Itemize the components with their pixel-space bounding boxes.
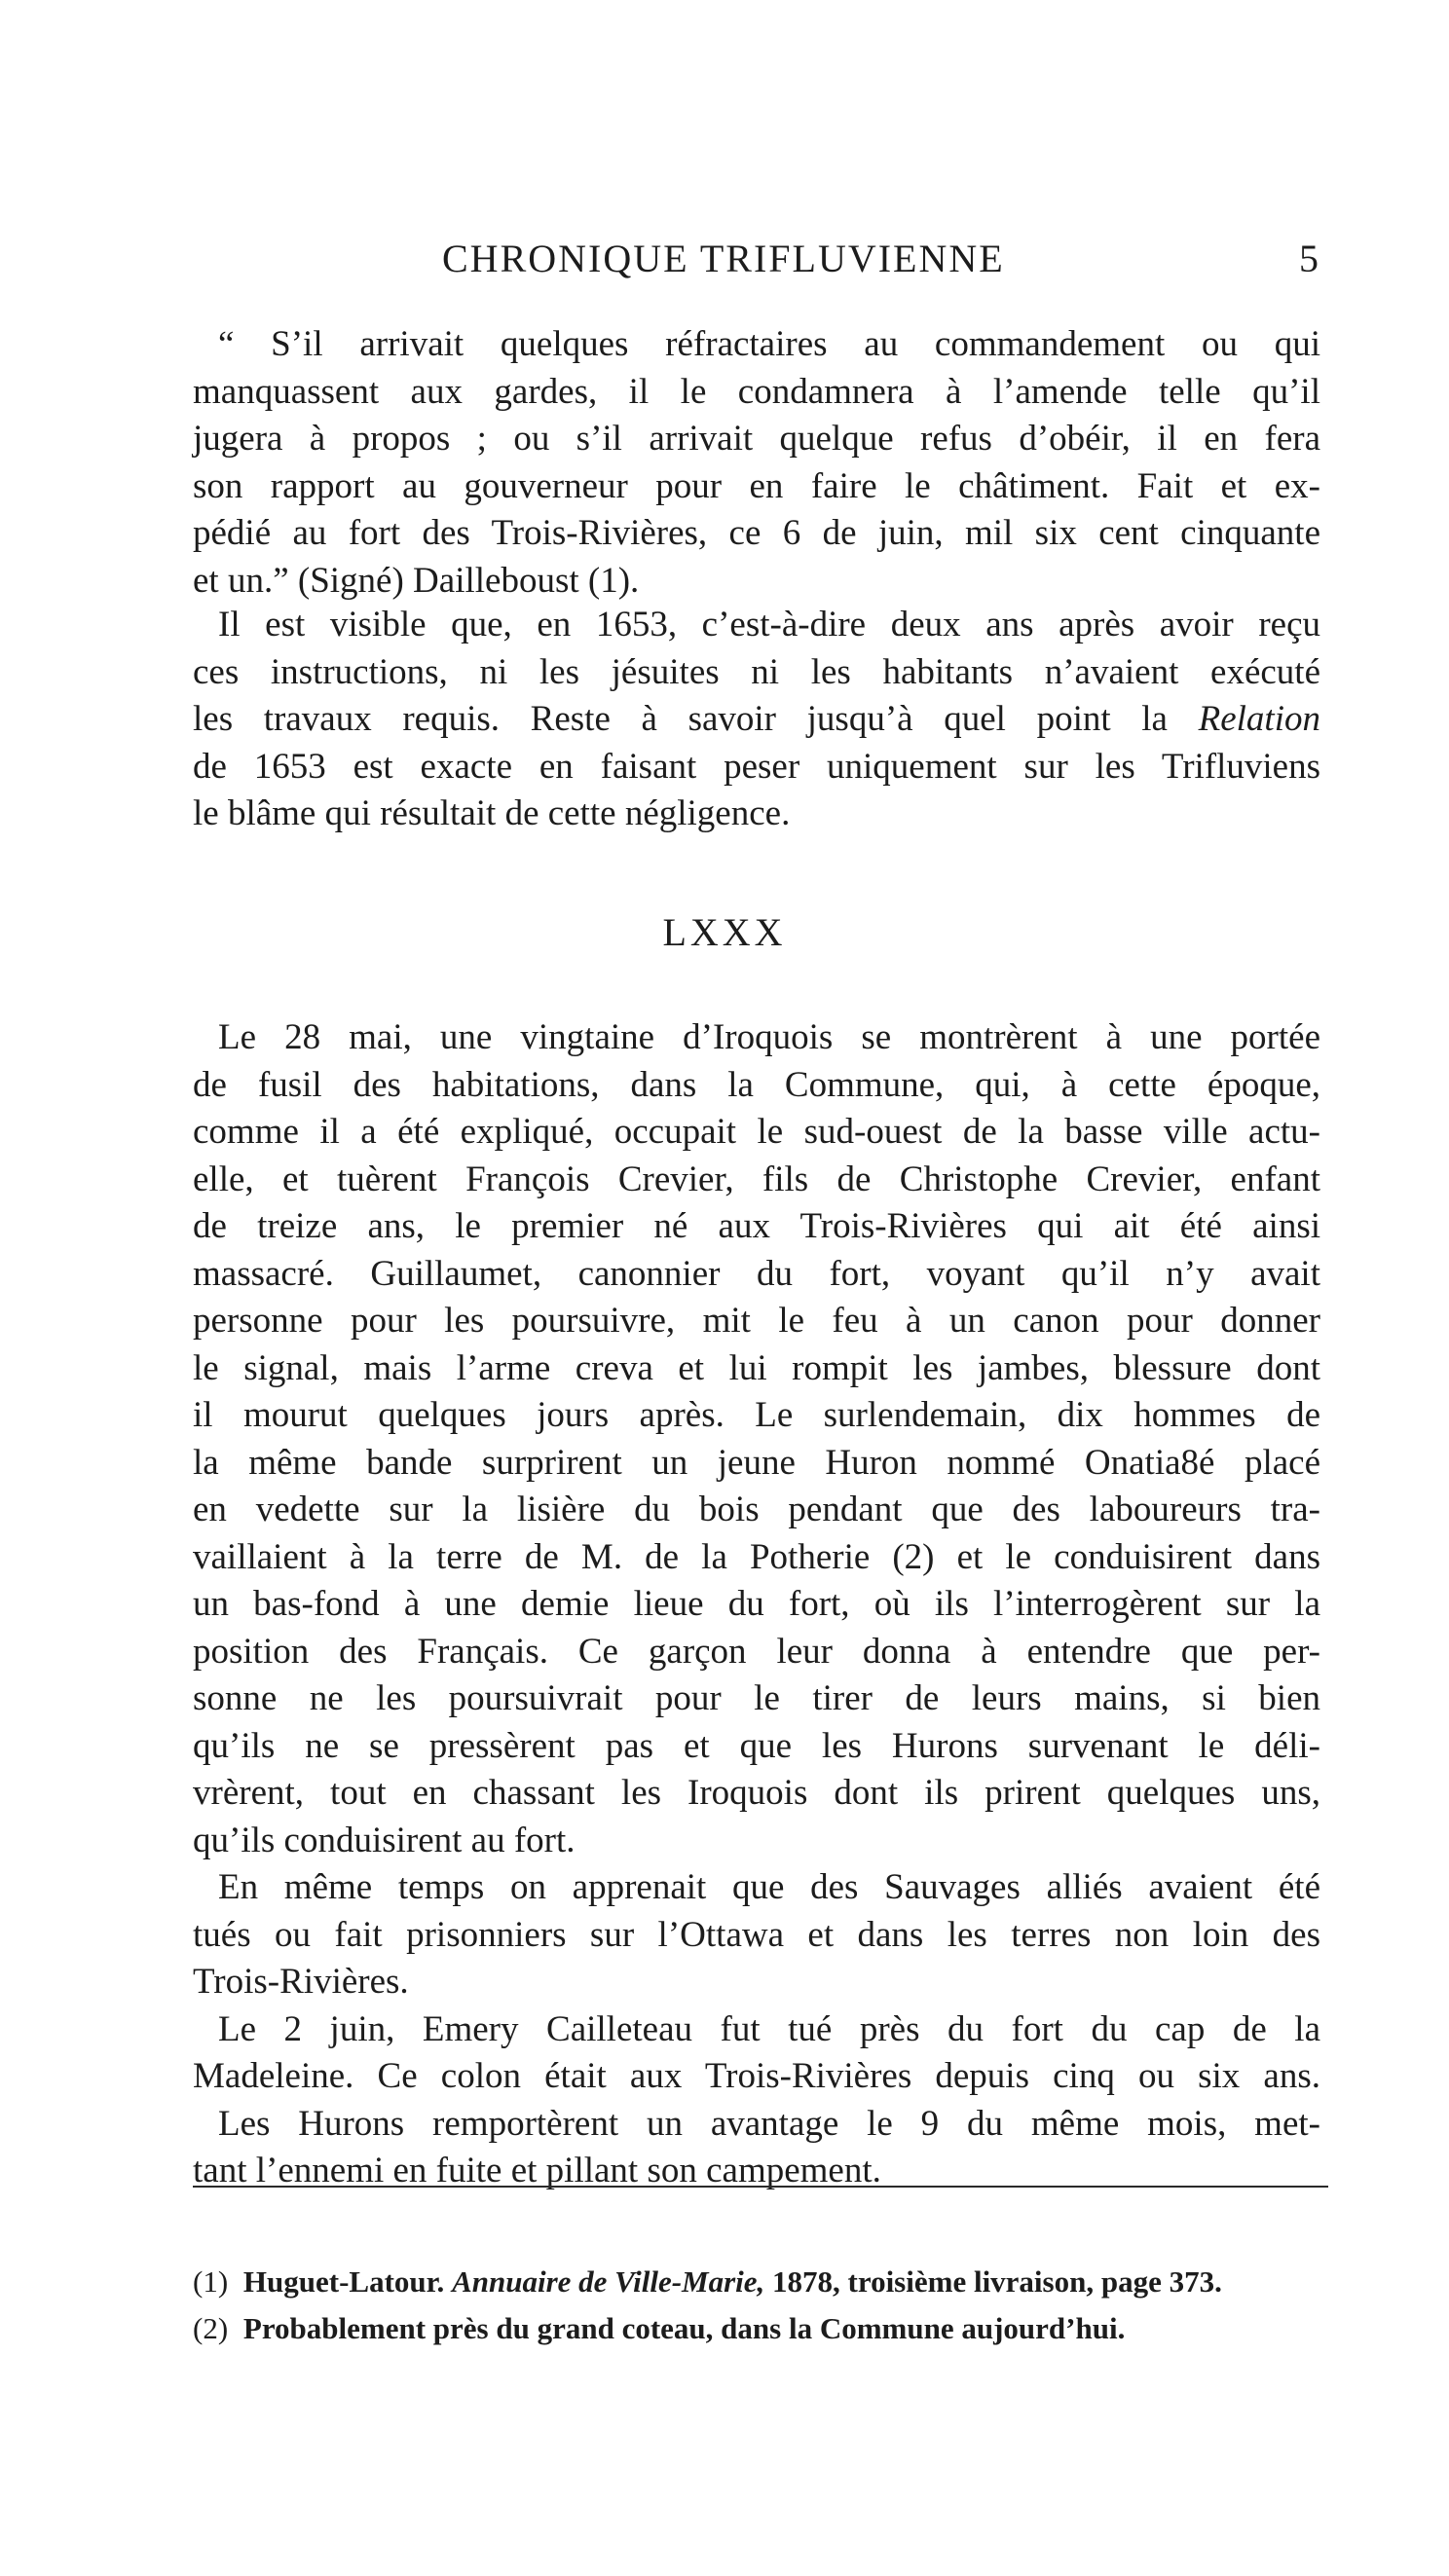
footnotes [193, 2259, 1328, 2352]
text-line: jugera à propos ; ou s’il arrivait quelque refus d’obéir, il en fera [193, 419, 1320, 459]
text-line: qu’ils ne se pressèrent pas et que les Hurons survenant le déli- [193, 1725, 1320, 1766]
text-line: un bas-fond à une demie lieue du fort, où ils l’interrogèrent sur la [193, 1584, 1320, 1624]
text-line: Les Hurons remportèrent un avantage le 9 du même mois, met- [218, 2103, 1320, 2144]
text-line: et un.” (Signé) Dailleboust (1). [193, 560, 640, 601]
footnote-title: Annuaire de Ville-Marie, [452, 2264, 765, 2299]
text-line: vaillaient à la terre de M. de la Potherie (2) et le conduisirent dans [193, 1536, 1320, 1577]
text-line: tués ou fait prisonniers sur l’Ottawa et dans les terres non loin des [193, 1914, 1320, 1955]
paragraph-quote [193, 321, 1320, 605]
text-line: de fusil des habitations, dans la Commune, qui, à cette époque, [193, 1064, 1320, 1105]
text-line: manquassent aux gardes, il le condamnera à l’amende telle qu’il [193, 371, 1320, 412]
text-line: personne pour les poursuivre, mit le feu à un canon pour donner [193, 1301, 1320, 1341]
text-line: comme il a été expliqué, occupait le sud-ouest de la basse ville actu- [193, 1112, 1320, 1152]
paragraph-commentary [193, 602, 1320, 838]
text-line: qu’ils conduisirent au fort. [193, 1820, 576, 1860]
text-line-with-italic [193, 696, 1320, 744]
text-line: vrèrent, tout en chassant les Iroquois dont ils prirent quelques uns, [193, 1773, 1320, 1813]
text-segment: les travaux requis. Reste à savoir jusqu’à quel point la [193, 699, 1199, 739]
text-line: Trois-Rivières. [193, 1962, 409, 2002]
text-line: de treize ans, le premier né aux Trois-Rivières qui ait été ainsi [193, 1206, 1320, 1246]
text-line: il mourut quelques jours après. Le surlendemain, dix hommes de [193, 1395, 1320, 1435]
text-line: pédié au fort des Trois-Rivières, ce 6 de juin, mil six cent cinquante [193, 513, 1320, 553]
footnote-number: (2) [193, 2311, 229, 2345]
text-line: ces instructions, ni les jésuites ni les habitants n’avaient exécuté [193, 651, 1320, 692]
footnote-author: Huguet-Latour. [242, 2264, 445, 2299]
italic-title-relation: Relation [1198, 699, 1320, 739]
text-line: sonne ne les poursuivrait pour le tirer de leurs mains, si bien [193, 1678, 1320, 1718]
text-line: son rapport au gouverneur pour en faire le châtiment. Fait et ex- [193, 465, 1320, 506]
footnote-citation: 1878, troisième livraison, page 373. [772, 2264, 1222, 2299]
text-line: le blâme qui résultait de cette négligence. [193, 793, 791, 833]
text-line: massacré. Guillaumet, canonnier du fort, voyant qu’il n’y avait [193, 1253, 1320, 1294]
section-body [193, 1014, 1320, 2195]
footnote-1 [193, 2259, 1328, 2305]
text-line: en vedette sur la lisière du bois pendant que des laboureurs tra- [193, 1490, 1320, 1529]
footnote-text: Probablement près du grand coteau, dans la Commune aujourd’hui. [242, 2311, 1126, 2345]
text-line: le signal, mais l’arme creva et lui rompit les jambes, blessure dont [193, 1347, 1320, 1388]
text-line: Madeleine. Ce colon était aux Trois-Rivières depuis cinq ou six ans. [193, 2056, 1320, 2096]
footnote-number: (1) [193, 2264, 229, 2299]
text-line: “ S’il arrivait quelques réfractaires au commandement ou qui [218, 324, 1320, 364]
text-line: la même bande surprirent un jeune Huron nommé Onatia8é placé [193, 1442, 1320, 1483]
text-line: Il est visible que, en 1653, c’est-à-dire deux ans après avoir reçu [218, 605, 1320, 644]
section-heading: LXXX [662, 910, 787, 954]
text-line: tant l’ennemi en fuite et pillant son campement. [193, 2151, 881, 2190]
text-line: de 1653 est exacte en faisant peser uniquement sur les Trifluviens [193, 746, 1320, 787]
text-line: Le 28 mai, une vingtaine d’Iroquois se montrèrent à une portée [218, 1017, 1320, 1057]
text-line: elle, et tuèrent François Crevier, fils de Christophe Crevier, enfant [193, 1159, 1320, 1199]
running-title: CHRONIQUE TRIFLUVIENNE [442, 237, 1005, 280]
footnote-2 [193, 2305, 1328, 2352]
footnote-rule [193, 2186, 1328, 2188]
text-line: En même temps on apprenait que des Sauvages alliés avaient été [218, 1867, 1320, 1907]
page-number: 5 [1299, 237, 1320, 280]
running-header [193, 236, 1320, 294]
text-line: Le 2 juin, Emery Cailleteau fut tué près du fort du cap de la [218, 2008, 1320, 2049]
text-line: position des Français. Ce garçon leur donna à entendre que per- [193, 1631, 1320, 1672]
